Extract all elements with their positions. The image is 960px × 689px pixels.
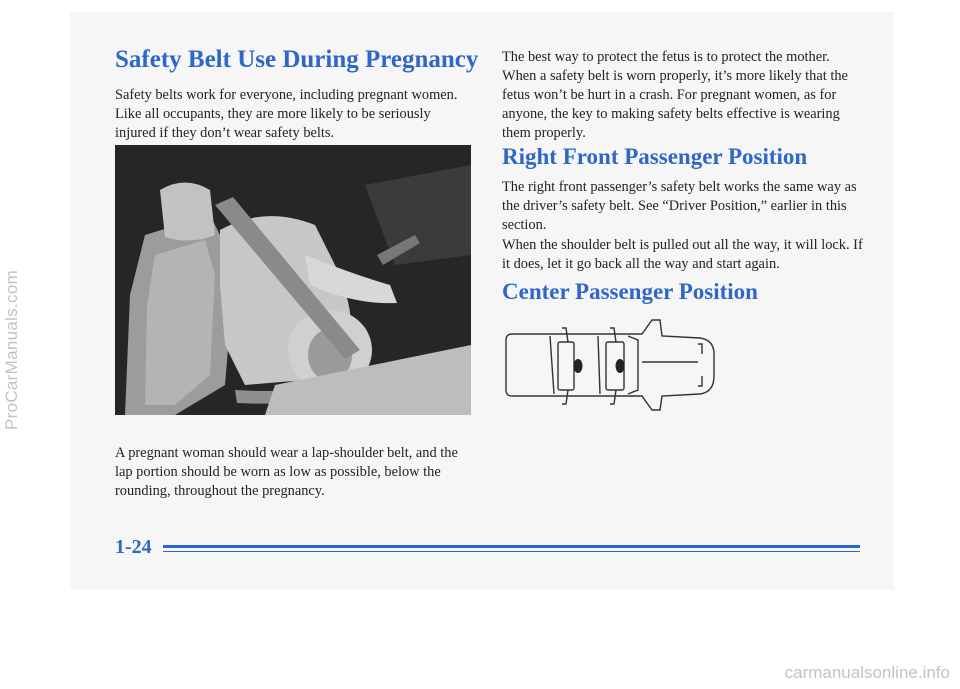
footer-rule-thick — [163, 545, 860, 548]
bottom-watermark: carmanualsonline.info — [784, 663, 950, 682]
side-watermark: ProCarManuals.com — [2, 269, 21, 430]
page-number: 1-24 — [115, 536, 152, 558]
paragraph-pregnancy-intro: Safety belts work for everyone, including pregnant women. Like all occupants, they are more likely to be seriously injured if they don’t wear safety belts. — [115, 87, 458, 141]
paragraph-protect-fetus: The best way to protect the fetus is to protect the mother. When a safety belt is worn properly, it’s more likely that the fetus won’t be hurt in a crash. For pregnant women, as for anyone, the key to making safety belts effective is wearing them properly. — [502, 49, 848, 141]
paragraph-shoulder-belt-lock: When the shoulder belt is pulled out all the way, it will lock. If it does, let it go back all the way and start again. — [502, 237, 863, 272]
illustration-pregnant-woman-belted — [115, 145, 471, 415]
heading-pregnancy: Safety Belt Use During Pregnancy — [115, 46, 479, 73]
seating-position-diagram — [502, 314, 720, 414]
heading-right-front-passenger: Right Front Passenger Position — [502, 144, 808, 169]
car-top-view-icon — [502, 314, 720, 414]
heading-center-passenger: Center Passenger Position — [502, 279, 758, 304]
paragraph-right-front-same-as-driver: The right front passenger’s safety belt works the same way as the driver’s safety belt. See “Driver Position,” earlier in this section. — [502, 179, 857, 233]
paragraph-lap-belt-note: A pregnant woman should wear a lap-shoulder belt, and the lap portion should be worn as low as possible, below the rounding, throughout the pregnancy. — [115, 445, 458, 499]
footer-rule-thin — [163, 551, 860, 552]
pregnant-woman-illustration — [115, 145, 471, 415]
